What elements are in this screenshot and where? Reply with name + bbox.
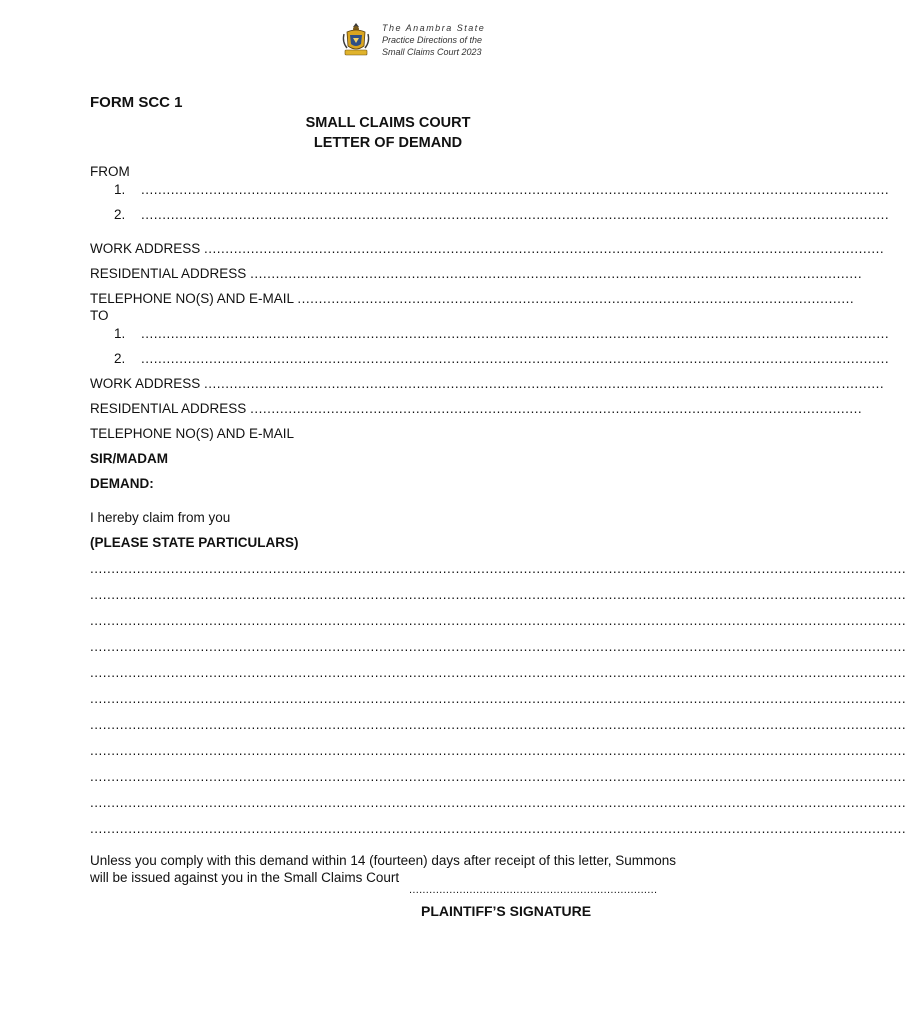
to-entry-1[interactable]: [114, 326, 890, 341]
particulars-line[interactable]: ................................................................................................................................................................................................: [90, 821, 906, 836]
to-entry-1-number: 1.: [114, 326, 126, 341]
from-telephone-email-blank[interactable]: ...................................................................................................................................: [297, 291, 855, 306]
to-entry-2[interactable]: [114, 351, 890, 366]
particulars-line[interactable]: ................................................................................................................................................................................................: [90, 665, 906, 680]
from-entry-2[interactable]: [114, 207, 890, 222]
to-label: TO: [90, 308, 109, 323]
particulars-line[interactable]: ................................................................................................................................................................................................: [90, 613, 906, 628]
signature-label: PLAINTIFF’S SIGNATURE: [421, 903, 592, 919]
from-work-address-label: WORK ADDRESS: [90, 241, 201, 256]
from-entry-1-number: 1.: [114, 182, 126, 197]
to-residential-address[interactable]: [90, 401, 863, 416]
to-entry-2-blank[interactable]: ................................................................................................................................................................................: [141, 351, 890, 366]
from-entry-1-blank[interactable]: ................................................................................................................................................................................: [141, 182, 890, 197]
from-work-address-blank[interactable]: ................................................................................................................................................................: [204, 241, 885, 256]
from-entry-2-number: 2.: [114, 207, 126, 222]
to-residential-address-label: RESIDENTIAL ADDRESS: [90, 401, 247, 416]
particulars-line[interactable]: ................................................................................................................................................................................................: [90, 743, 906, 758]
demand-label: DEMAND:: [90, 476, 154, 491]
header-line-3: Small Claims Court 2023: [382, 47, 482, 57]
from-telephone-email-label: TELEPHONE NO(S) AND E-MAIL: [90, 291, 294, 306]
form-number: FORM SCC 1: [90, 94, 183, 111]
particulars-label: (PLEASE STATE PARTICULARS): [90, 535, 299, 550]
from-residential-address-blank[interactable]: ................................................................................................................................................: [250, 266, 863, 281]
to-entry-2-number: 2.: [114, 351, 126, 366]
to-work-address[interactable]: [90, 376, 885, 391]
header-caption: [382, 22, 485, 58]
from-residential-address-label: RESIDENTIAL ADDRESS: [90, 266, 247, 281]
from-entry-1[interactable]: [114, 182, 890, 197]
to-entry-1-blank[interactable]: ................................................................................................................................................................................: [141, 326, 890, 341]
to-telephone-email-label: TELEPHONE NO(S) AND E-MAIL: [90, 426, 295, 441]
anambra-state-crest-icon: [342, 22, 370, 58]
notice-line-2: will be issued against you in the Small Claims Court: [90, 870, 400, 885]
particulars-line[interactable]: ................................................................................................................................................................................................: [90, 561, 906, 576]
to-work-address-blank[interactable]: ................................................................................................................................................................: [204, 376, 885, 391]
particulars-line[interactable]: ................................................................................................................................................................................................: [90, 717, 906, 732]
title-court: SMALL CLAIMS COURT: [305, 115, 471, 131]
from-entry-2-blank[interactable]: ................................................................................................................................................................................: [141, 207, 890, 222]
from-label: FROM: [90, 164, 130, 179]
from-work-address[interactable]: [90, 241, 885, 256]
particulars-line[interactable]: ................................................................................................................................................................................................: [90, 795, 906, 810]
particulars-line[interactable]: ................................................................................................................................................................................................: [90, 769, 906, 784]
form-title: [0, 113, 770, 153]
from-telephone-email[interactable]: [90, 291, 855, 306]
notice-line-1: Unless you comply with this demand within 14 (fourteen) days after receipt of this letter, Summons: [90, 853, 677, 868]
to-work-address-label: WORK ADDRESS: [90, 376, 201, 391]
claim-intro: I hereby claim from you: [90, 510, 231, 525]
particulars-line[interactable]: ................................................................................................................................................................................................: [90, 639, 906, 654]
particulars-line[interactable]: ................................................................................................................................................................................................: [90, 587, 906, 602]
title-letter: LETTER OF DEMAND: [313, 135, 463, 151]
to-residential-address-blank[interactable]: ................................................................................................................................................: [250, 401, 863, 416]
header-line-1: The Anambra State: [382, 23, 486, 33]
salutation: SIR/MADAM: [90, 451, 168, 466]
signature-blank[interactable]: ..........................................................................: [409, 884, 658, 896]
from-residential-address[interactable]: [90, 266, 863, 281]
particulars-line[interactable]: ................................................................................................................................................................................................: [90, 691, 906, 706]
header-line-2: Practice Directions of the: [382, 35, 483, 45]
